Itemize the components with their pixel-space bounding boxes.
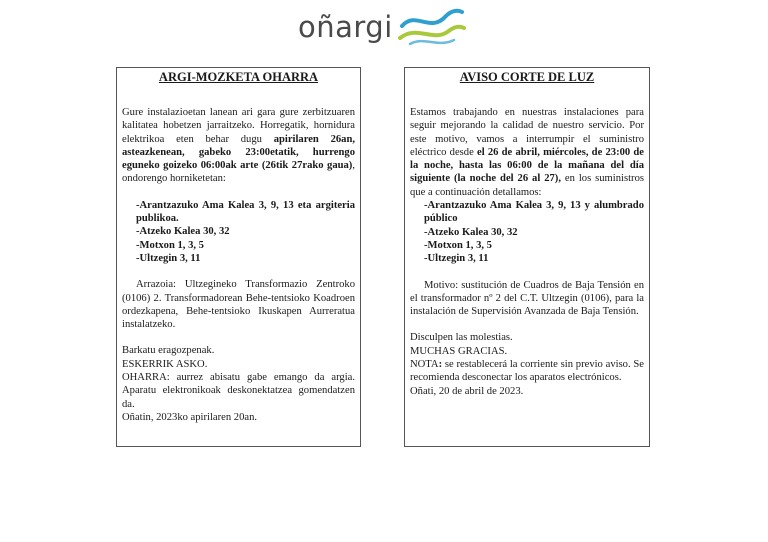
spanish-address-4: -Ultzegin 3, 11 (424, 253, 489, 265)
basque-apology: Barkatu eragozpenak. (122, 345, 215, 357)
spanish-intro-tail: en los suministros que a continuación detallamos: (410, 173, 644, 198)
basque-intro (122, 106, 355, 186)
basque-address-1: -Arantzazuko Ama Kalea 3, 9, 13 eta argiteria publikoa. (136, 199, 355, 225)
onargi-logo (298, 4, 473, 54)
spanish-note: NOTA: se restablecerá la corriente sin previo aviso. Se recomienda desconectar los aparatos electrónicos. (410, 359, 644, 384)
basque-reason: Arrazoia: Ultzegineko Transformazio Zentroko (0106) 2. Transformadorean Behe-tentsioko Koadroen ordezkapena, Behe-tentsioko Ikuskapen Aurreratua instalatzeko. (122, 279, 355, 331)
basque-notice (116, 67, 361, 447)
basque-date: Oñatin, 2023ko apirilaren 20an. (122, 411, 258, 423)
spanish-notice-title: AVISO CORTE DE LUZ (459, 70, 595, 84)
basque-address-4: -Ultzegin 3, 11 (136, 252, 201, 264)
spanish-notice (404, 67, 650, 447)
basque-intro-text: Gure instalazioetan lanean ari gara gure zerbitzuaren kalitatea hobetzen jarraitzeko. Horregatik, hornidura elektrikoa eten behar dugu (122, 107, 355, 145)
basque-intro-tail: , ondorengo horniketetan: (122, 160, 355, 185)
basque-address-2: -Atzeko Kalea 30, 32 (136, 226, 230, 238)
spanish-address-3: -Motxon 1, 3, 5 (424, 239, 492, 251)
spanish-apology: Disculpen las molestias. (410, 332, 513, 344)
wave-logo-icon (396, 4, 468, 50)
basque-address-3: -Motxon 1, 3, 5 (136, 239, 204, 251)
basque-thanks: ESKERRIK ASKO. (122, 358, 208, 370)
basque-notice-title: ARGI-MOZKETA OHARRA (158, 70, 319, 84)
spanish-date: Oñati, 20 de abril de 2023. (410, 385, 524, 397)
spanish-note-label: NOTA (410, 359, 439, 371)
spanish-intro-dates: el 26 de abril, miércoles, de 23:00 de la noche, hasta las 06:00 de la mañana del día siguiente (la noche del 26 al 27), (410, 146, 644, 185)
spanish-thanks: MUCHAS GRACIAS. (410, 345, 508, 357)
spanish-note-text: se restablecerá la corriente sin previo aviso. Se recomienda desconectar los aparatos electrónicos. (410, 359, 644, 384)
logo-wordmark: oñargi (298, 10, 393, 44)
spanish-reason: Motivo: sustitución de Cuadros de Baja Tensión en el transformador nº 2 del C.T. Ultzegin (0106), para la instalación de Supervisión Avanzada de Baja Tensión. (410, 279, 644, 318)
basque-intro-dates: apirilaren 26an, asteazkenean, gabeko 23:00etatik, hurrengo eguneko goizeko 06:00ak arte (26tik 27rako gaua) (122, 133, 356, 172)
spanish-intro-text: Estamos trabajando en nuestras instalaciones para seguir mejorando la calidad de nuestro servicio. Por este motivo, vamos a interrumpir el suministro eléctrico desde (410, 107, 644, 158)
basque-note: OHARRA: aurrez abisatu gabe emango da argia. Aparatu elektronikoak deskonektatzea gomendatzen da. (122, 372, 355, 410)
spanish-intro (410, 106, 644, 199)
spanish-address-2: -Atzeko Kalea 30, 32 (424, 226, 518, 238)
spanish-address-1: -Arantzazuko Ama Kalea 3, 9, 13 y alumbrado público (424, 200, 644, 225)
